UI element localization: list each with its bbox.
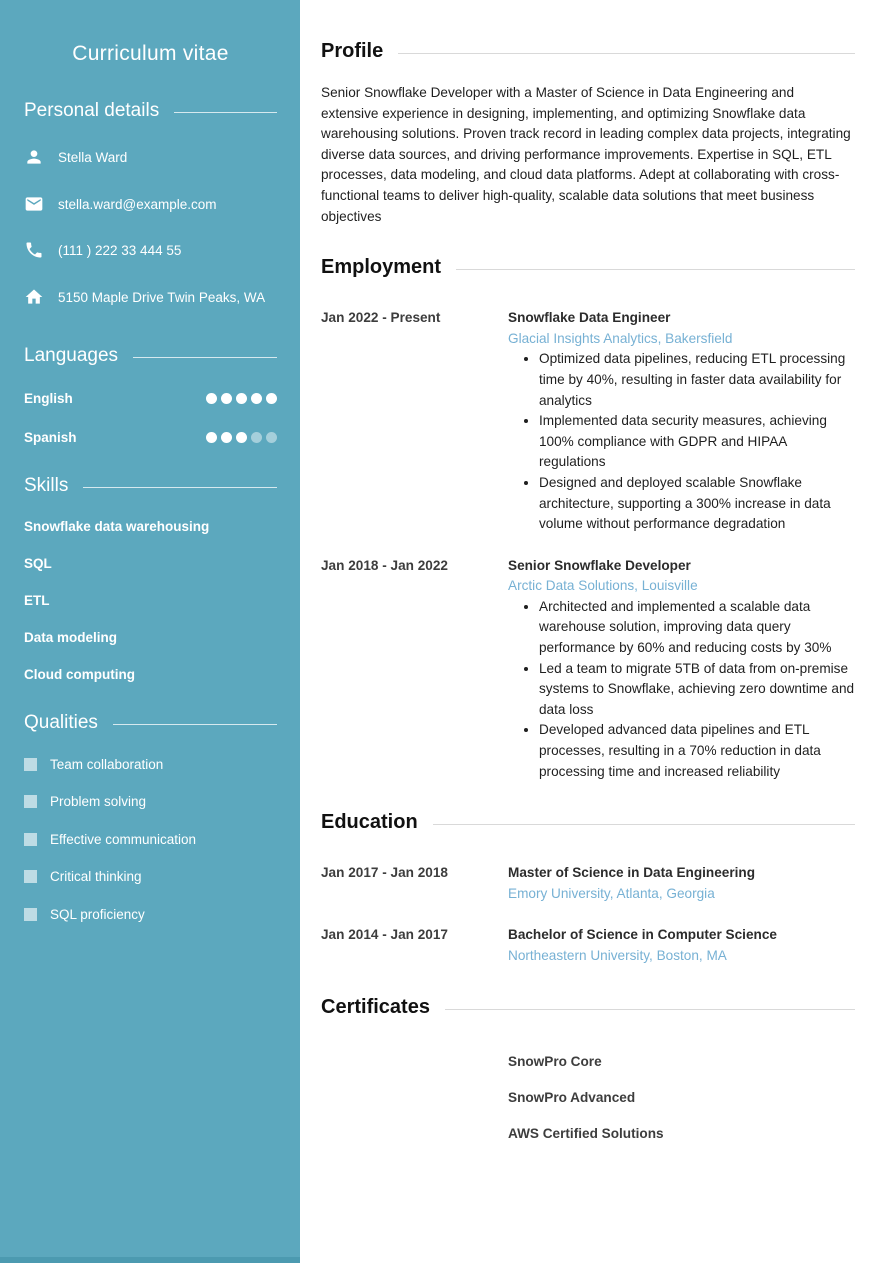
qualities-heading (24, 712, 277, 734)
degree-title: Bachelor of Science in Computer Science (508, 927, 777, 943)
language-level-dots (206, 432, 277, 443)
education-dates: Jan 2017 - Jan 2018 (321, 865, 448, 881)
quality-label: Critical thinking (50, 869, 142, 884)
employment-body (508, 308, 855, 535)
employment-heading-label: Employment (321, 256, 442, 279)
heading-rule (445, 1009, 855, 1010)
employment-entry (321, 556, 855, 783)
square-bullet-icon (24, 795, 37, 808)
heading-rule (113, 724, 277, 725)
job-bullet: • Led a team to migrate 5TB of data from on-premise systems to Snowflake, achieving zero downtime and data loss (539, 659, 855, 721)
employment-heading (321, 256, 855, 279)
square-bullet-icon (24, 758, 37, 771)
education-entry (321, 925, 855, 966)
heading-rule (456, 269, 855, 270)
education-body (508, 863, 855, 904)
level-dot-filled (206, 432, 217, 443)
phone-icon (24, 240, 44, 260)
quality-label: Team collaboration (50, 756, 164, 772)
level-dot-filled (236, 393, 247, 404)
certificate-item: SnowPro Advanced (508, 1089, 636, 1105)
email-address: stella.ward@example.com (58, 196, 217, 212)
job-bullet: • Designed and deployed scalable Snowflake architecture, supporting a 300% increase in data volume without performance degradation (539, 473, 855, 535)
heading-rule (133, 357, 277, 358)
address: 5150 Maple Drive Twin Peaks, WA (58, 289, 266, 305)
level-dot-filled (266, 393, 277, 404)
main-content (321, 0, 855, 1144)
job-bullet-list (508, 597, 855, 782)
profile-heading-label: Profile (321, 40, 384, 62)
level-dot-filled (206, 393, 217, 404)
home-icon (24, 287, 44, 307)
employment-entry (321, 308, 855, 535)
employment-dates: Jan 2018 - Jan 2022 (321, 557, 448, 573)
job-bullet: • Developed advanced data pipelines and ETL processes, resulting in a 70% reduction in data processing time and increased reliability (539, 720, 855, 782)
education-dates: Jan 2014 - Jan 2017 (321, 927, 448, 943)
language-level-dots (206, 393, 277, 404)
employment-body (508, 556, 855, 783)
quality-label: SQL proficiency (50, 906, 145, 922)
skill-item: ETL (24, 593, 50, 608)
heading-rule (433, 824, 855, 825)
sidebar-bottom-strip (0, 1257, 300, 1263)
square-bullet-icon (24, 833, 37, 846)
education-heading (321, 811, 855, 834)
education-body (508, 925, 855, 966)
skill-item: Snowflake data warehousing (24, 519, 210, 534)
quality-label: Problem solving (50, 794, 147, 809)
cv-title: Curriculum vitae (72, 42, 229, 65)
certificates-heading (321, 996, 855, 1019)
level-dot-filled (221, 432, 232, 443)
job-bullet: • Architected and implemented a scalable data warehouse solution, improving data query performance by 60% and reducing costs by 30% (539, 597, 855, 659)
company-link: Arctic Data Solutions, Louisville (508, 578, 698, 594)
languages-heading-label: Languages (24, 345, 119, 366)
skill-item: Data modeling (24, 630, 118, 645)
heading-rule (83, 487, 277, 488)
level-dot-empty (251, 432, 262, 443)
email-icon (24, 194, 44, 214)
person-name: Stella Ward (58, 150, 128, 165)
heading-rule (174, 112, 277, 113)
profile-heading (321, 40, 855, 63)
employment-dates: Jan 2022 - Present (321, 310, 441, 326)
skill-item: SQL (24, 556, 52, 571)
company-link: Glacial Insights Analytics, Bakersfield (508, 330, 733, 346)
contact-name-row (24, 147, 277, 169)
square-bullet-icon (24, 870, 37, 883)
certificate-item: AWS Certified Solutions (508, 1125, 664, 1141)
degree-title: Master of Science in Data Engineering (508, 865, 756, 881)
quality-item (24, 832, 277, 847)
level-dot-filled (236, 432, 247, 443)
certificate-item: SnowPro Core (508, 1053, 602, 1069)
language-row (24, 430, 277, 445)
job-title: Snowflake Data Engineer (508, 310, 671, 326)
personal-details-heading-label: Personal details (24, 100, 160, 121)
contact-address-row (24, 287, 277, 309)
language-row (24, 391, 277, 406)
quality-item (24, 869, 277, 884)
job-bullet: • Implemented data security measures, achieving 100% compliance with GDPR and HIPAA regulations (539, 411, 855, 473)
education-heading-label: Education (321, 811, 418, 834)
school-link: Northeastern University, Boston, MA (508, 948, 727, 963)
education-entry (321, 863, 855, 904)
contact-phone-row (24, 240, 277, 262)
job-title: Senior Snowflake Developer (508, 557, 691, 573)
level-dot-empty (266, 432, 277, 443)
level-dot-filled (221, 393, 232, 404)
quality-item (24, 907, 277, 922)
heading-rule (398, 53, 855, 54)
phone-number: (111 ) 222 33 444 55 (58, 243, 182, 258)
square-bullet-icon (24, 908, 37, 921)
job-bullet-list (508, 349, 855, 534)
quality-item (24, 794, 277, 809)
certificates-heading-label: Certificates (321, 995, 430, 1018)
skills-heading (24, 475, 277, 497)
skills-heading-label: Skills (24, 475, 69, 496)
contact-email-row (24, 194, 277, 216)
quality-label: Effective communication (50, 831, 197, 847)
languages-heading (24, 345, 277, 367)
school-link: Emory University, Atlanta, Georgia (508, 885, 715, 901)
person-icon (24, 147, 44, 167)
level-dot-filled (251, 393, 262, 404)
language-name: English (24, 391, 73, 406)
qualities-heading-label: Qualities (24, 712, 98, 733)
skill-item: Cloud computing (24, 667, 135, 682)
sidebar (0, 0, 300, 1263)
language-name: Spanish (24, 430, 77, 445)
quality-item (24, 757, 277, 772)
personal-details-heading (24, 100, 277, 122)
profile-summary: Senior Snowflake Developer with a Master of Science in Data Engineering and extensive experience in designing, implementing, and optimizing Snowflake data warehousing solutions. Proven track record in leading complex data projects, integrating diverse data sources, and driving performance improvements. Expertise in SQL, ETL processes, data modeling, and cloud data platforms. Adept at collaborating with cross-functional teams to deliver high-quality, scalable data solutions that meet business objectives (321, 85, 851, 224)
job-bullet: • Optimized data pipelines, reducing ETL processing time by 40%, resulting in faster data availability for analytics (539, 349, 855, 411)
